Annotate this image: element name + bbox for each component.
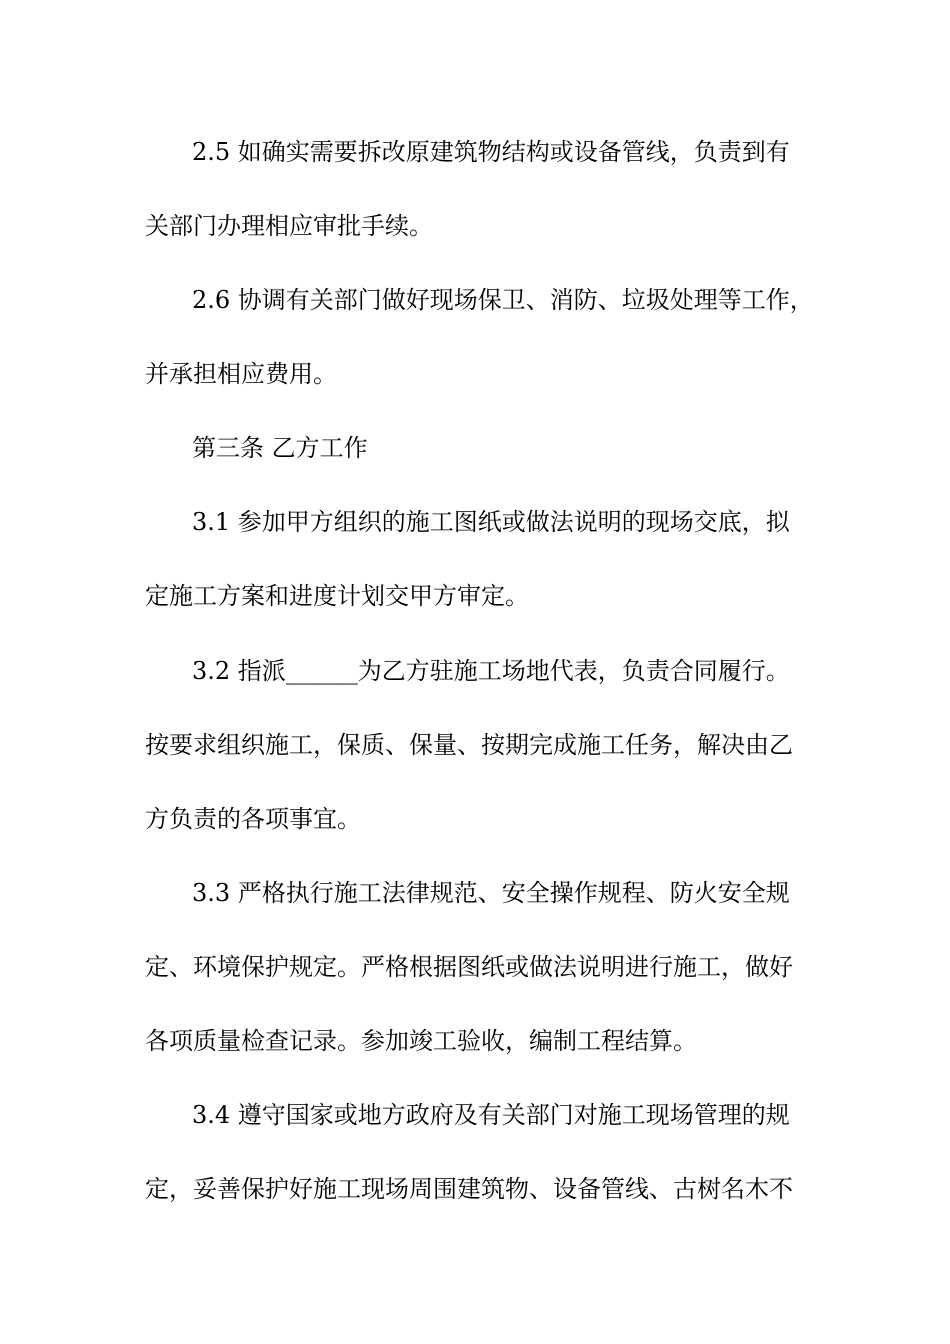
clause-3-3-line-2: 定、环境保护规定。严格根据图纸或做法说明进行施工，做好 (145, 953, 793, 981)
clause-3-2-line-1: 3.2 指派______为乙方驻施工场地代表，负责合同履行。 (192, 657, 790, 685)
clause-2-5-line-2: 关部门办理相应审批手续。 (145, 212, 433, 240)
clause-2-6-line-2: 并承担相应费用。 (145, 360, 337, 388)
clause-3-1-line-1: 3.1 参加甲方组织的施工图纸或做法说明的现场交底，拟 (192, 508, 790, 536)
clause-2-5-line-1: 2.5 如确实需要拆改原建筑物结构或设备管线，负责到有 (192, 138, 790, 166)
clause-3-4-line-1: 3.4 遵守国家或地方政府及有关部门对施工现场管理的规 (192, 1101, 790, 1129)
clause-3-3-line-1: 3.3 严格执行施工法律规范、安全操作规程、防火安全规 (192, 879, 790, 907)
clause-3-1-line-2: 定施工方案和进度计划交甲方审定。 (145, 582, 529, 610)
clause-3-4-line-2: 定，妥善保护好施工现场周围建筑物、设备管线、古树名木不 (145, 1175, 793, 1203)
clause-3-3-line-3: 各项质量检查记录。参加竣工验收，编制工程结算。 (145, 1027, 697, 1055)
clause-3-2-line-2: 按要求组织施工，保质、保量、按期完成施工任务，解决由乙 (145, 731, 793, 759)
clause-2-6-line-1: 2.6 协调有关部门做好现场保卫、消防、垃圾处理等工作， (192, 286, 814, 314)
clause-3-2-line-3: 方负责的各项事宜。 (145, 805, 361, 833)
article-3-heading: 第三条 乙方工作 (192, 434, 368, 462)
